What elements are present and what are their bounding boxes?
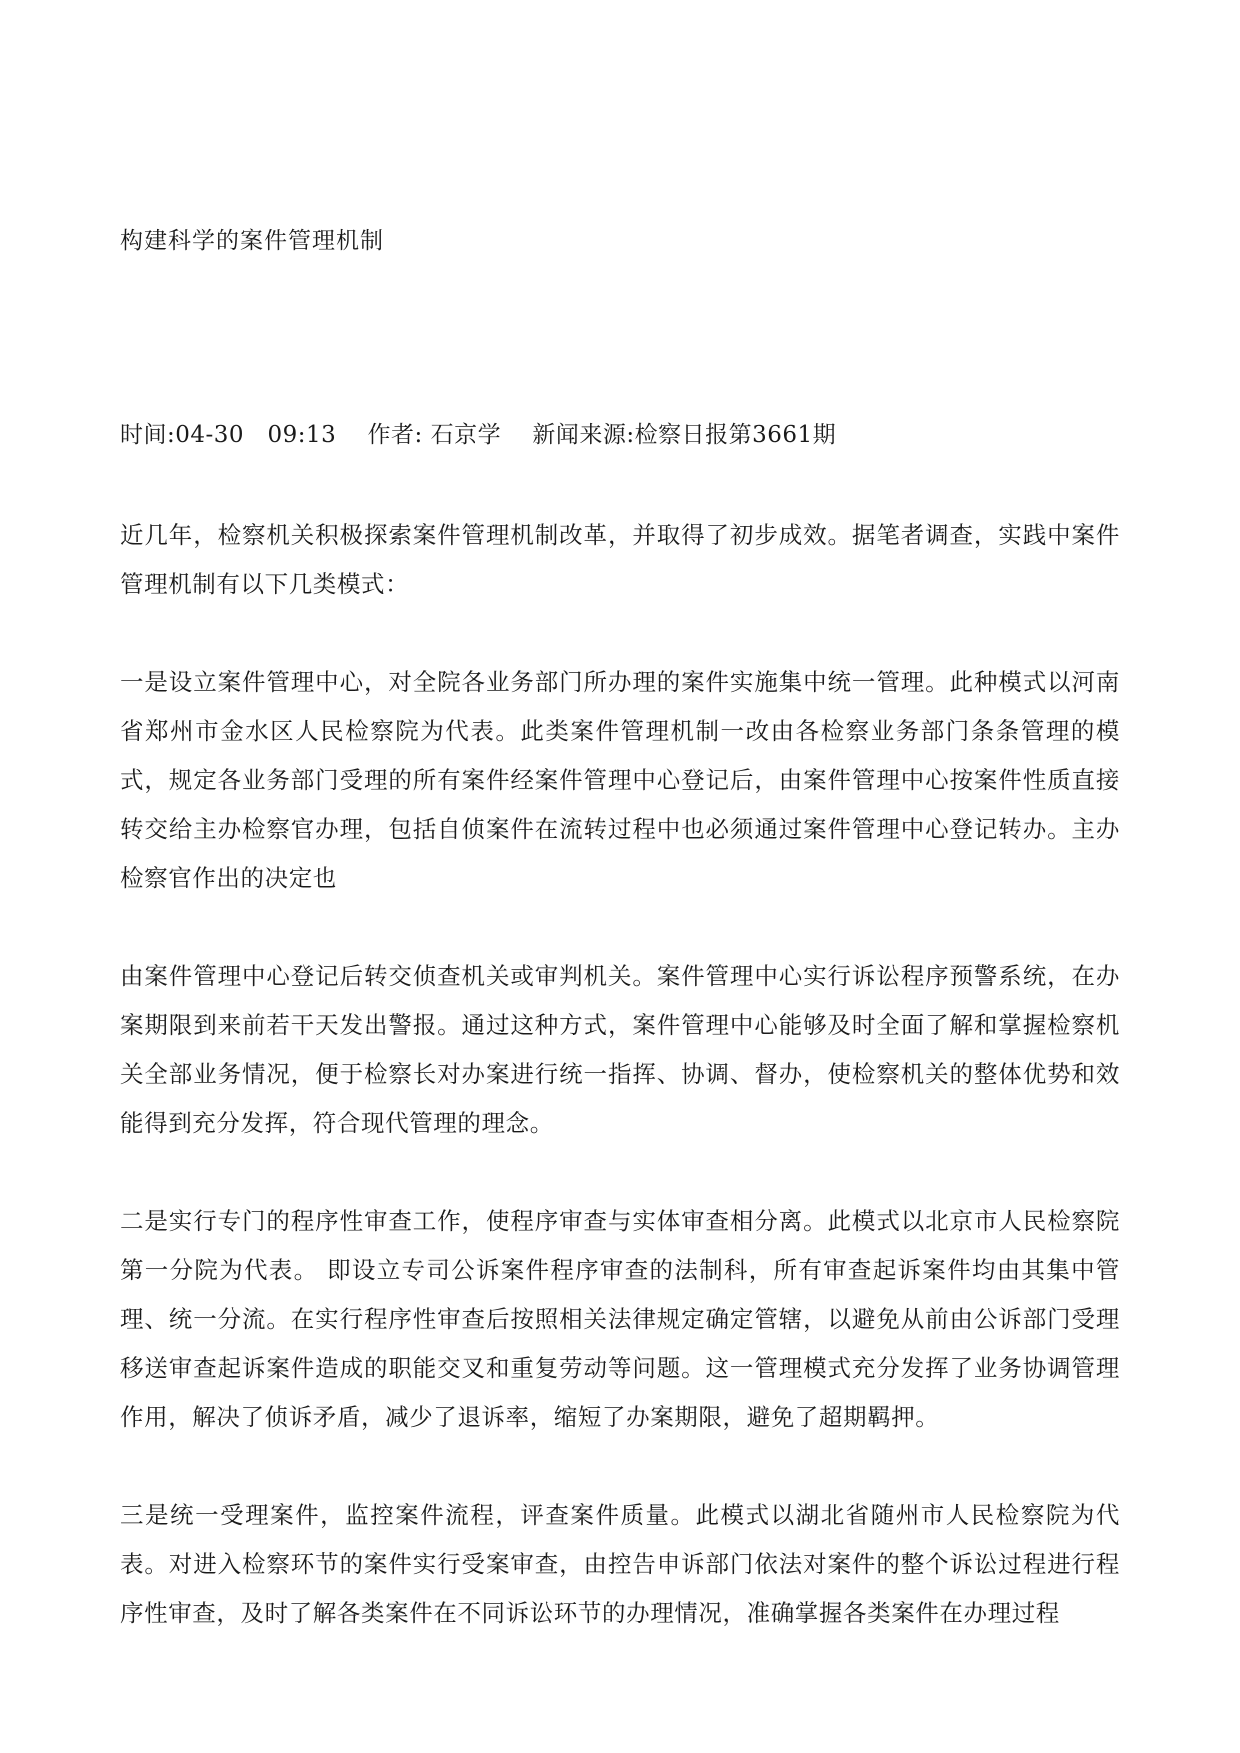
article-title: 构建科学的案件管理机制 — [120, 228, 384, 254]
article-meta: 时间:04-30 09:13 作者: 石京学 新闻来源:检察日报第3661期 — [120, 422, 837, 448]
paragraph-5: 三是统一受理案件，监控案件流程，评查案件质量。此模式以湖北省随州市人民检察院为代表。对进入检察环节的案件实行受案审查，由控告申诉部门依法对案件的整个诉讼过程进行程序性审查，及时了解各类案件在不同诉讼环节的办理情况，准确掌握各类案件在办理过程 — [120, 1501, 1120, 1627]
paragraph-4: 二是实行专门的程序性审查工作，使程序审查与实体审查相分离。此模式以北京市人民检察院第一分院为代表。 即设立专司公诉案件程序审查的法制科，所有审查起诉案件均由其集中管理、统一分流。在实行程序性审查后按照相关法律规定确定管辖，以避免从前由公诉部门受理移送审查起诉案件造成的职能交叉和重复劳动等问题。这一管理模式充分发挥了业务协调管理作用，解决了侦诉矛盾，减少了退诉率，缩短了办案期限，避免了超期羁押。 — [120, 1207, 1120, 1431]
paragraph-2: 一是设立案件管理中心，对全院各业务部门所办理的案件实施集中统一管理。此种模式以河南省郑州市金水区人民检察院为代表。此类案件管理机制一改由各检察业务部门条条管理的模式，规定各业务部门受理的所有案件经案件管理中心登记后，由案件管理中心按案件性质直接转交给主办检察官办理，包括自侦案件在流转过程中也必须通过案件管理中心登记转办。主办检察官作出的决定也 — [120, 668, 1120, 892]
paragraph-1: 近几年，检察机关积极探索案件管理机制改革，并取得了初步成效。据笔者调查，实践中案件管理机制有以下几类模式： — [120, 521, 1120, 598]
paragraph-3: 由案件管理中心登记后转交侦查机关或审判机关。案件管理中心实行诉讼程序预警系统，在办案期限到来前若干天发出警报。通过这种方式，案件管理中心能够及时全面了解和掌握检察机关全部业务情况，便于检察长对办案进行统一指挥、协调、督办，使检察机关的整体优势和效能得到充分发挥，符合现代管理的理念。 — [120, 962, 1120, 1137]
